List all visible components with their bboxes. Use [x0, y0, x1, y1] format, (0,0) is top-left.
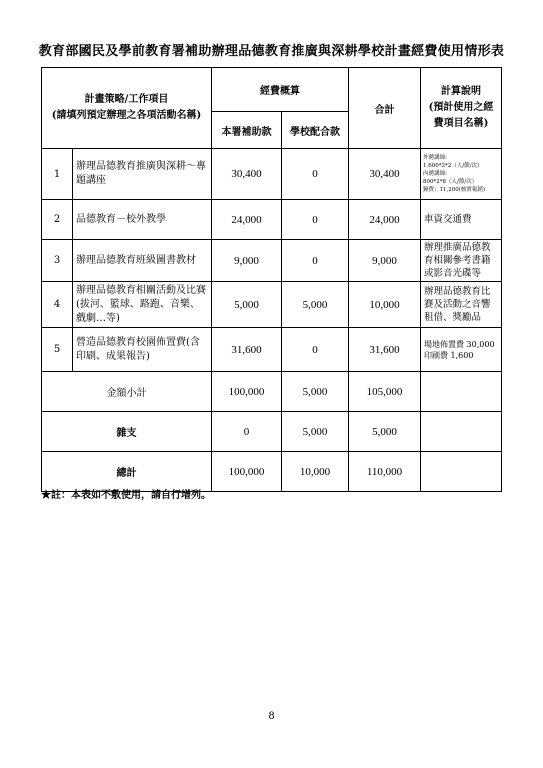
row-total: 9,000	[349, 240, 421, 282]
row-number: 4	[42, 282, 73, 328]
row-note: 辦理推廣品德教育相關參考書籍或影音光碟等	[421, 240, 502, 282]
misc-subsidy: 0	[212, 412, 282, 452]
misc-school: 5,000	[282, 412, 349, 452]
row-total: 30,400	[349, 149, 421, 200]
row-subsidy: 5,000	[212, 282, 282, 328]
row-note-line: 場地佈置費 30,000	[424, 339, 495, 349]
row-note-line: 1,600*2*2（人/節/次）	[423, 163, 483, 169]
misc-total: 5,000	[349, 412, 421, 452]
row-school: 5,000	[282, 282, 349, 328]
row-note	[421, 149, 502, 200]
table-row	[42, 240, 502, 282]
row-school: 0	[282, 200, 349, 240]
header-school-match: 學校配合款	[282, 112, 349, 149]
grand-total-subsidy: 100,000	[212, 452, 282, 492]
row-note: 辦理品德教育比賽及活動之音響租借、獎勵品	[421, 282, 502, 328]
subtotal-subsidy: 100,000	[212, 372, 282, 412]
budget-table	[41, 67, 502, 492]
grand-total-label: 總計	[42, 452, 212, 492]
row-number: 2	[42, 200, 73, 240]
document-title: 教育部國民及學前教育署補助辦理品德教育推廣與深耕學校計畫經費使用情形表	[38, 44, 505, 59]
table-row	[42, 200, 502, 240]
row-note: 車資交通費	[421, 200, 502, 240]
subtotal-label: 金額小計	[42, 372, 212, 412]
header-calc-line3: 費項目名稱)	[433, 118, 489, 129]
row-item: 營造品德教育校園佈置費(含印刷、成果報告)	[73, 328, 212, 372]
row-subsidy: 30,400	[212, 149, 282, 200]
misc-label: 雜支	[42, 412, 212, 452]
header-subsidy: 本署補助款	[212, 112, 282, 149]
header-calc-line2: (預計使用之經	[428, 102, 494, 113]
row-school: 0	[282, 240, 349, 282]
subtotal-total: 105,000	[349, 372, 421, 412]
row-item: 辦理品德教育相關活動及比賽(拔河、籃球、路跑、音樂、戲劇…等)	[73, 282, 212, 328]
subtotal-note	[421, 372, 502, 412]
row-number: 5	[42, 328, 73, 372]
header-calc	[421, 68, 502, 149]
table-row	[42, 282, 502, 328]
row-note-line: 外聘講師:	[423, 155, 447, 161]
row-item: 辦理品德教育推廣與深耕～專題講座	[73, 149, 212, 200]
header-budget-overview: 經費概算	[212, 68, 349, 112]
row-item: 辦理品德教育班級圖書教材	[73, 240, 212, 282]
table-row	[42, 149, 502, 200]
row-number: 1	[42, 149, 73, 200]
misc-note	[421, 412, 502, 452]
table-row	[42, 328, 502, 372]
misc-row	[42, 412, 502, 452]
row-note-line: 印刷費 1,600	[424, 350, 474, 360]
subtotal-school: 5,000	[282, 372, 349, 412]
table-header-row	[42, 68, 502, 112]
row-school: 0	[282, 149, 349, 200]
row-subsidy: 31,600	[212, 328, 282, 372]
row-number: 3	[42, 240, 73, 282]
row-total: 10,000	[349, 282, 421, 328]
row-note	[421, 328, 502, 372]
header-strategy-line2: (請填列預定辦理之各項活動名稱)	[51, 110, 202, 121]
grand-total-school: 10,000	[282, 452, 349, 492]
row-subsidy: 9,000	[212, 240, 282, 282]
subtotal-row	[42, 372, 502, 412]
header-strategy-line1: 計畫策略/工作項目	[84, 94, 169, 105]
row-total: 31,600	[349, 328, 421, 372]
grand-total-note	[421, 452, 502, 492]
row-total: 24,000	[349, 200, 421, 240]
page-number: 8	[268, 711, 275, 722]
row-subsidy: 24,000	[212, 200, 282, 240]
row-note-line: 內聘講師:	[423, 171, 447, 177]
row-item: 品德教育－校外教學	[73, 200, 212, 240]
header-strategy	[42, 68, 212, 149]
row-school: 0	[282, 328, 349, 372]
grand-total-total: 110,000	[349, 452, 421, 492]
row-note-line: 800*2*8（人/節/次）	[423, 179, 478, 185]
header-calc-line1: 計算說明	[441, 86, 481, 97]
footnote: ★註：本表如不敷使用，請自行增列。	[41, 490, 211, 501]
row-note-line: 鐘費：11,200(核實報銷)	[423, 187, 486, 193]
header-total: 合計	[349, 68, 421, 149]
